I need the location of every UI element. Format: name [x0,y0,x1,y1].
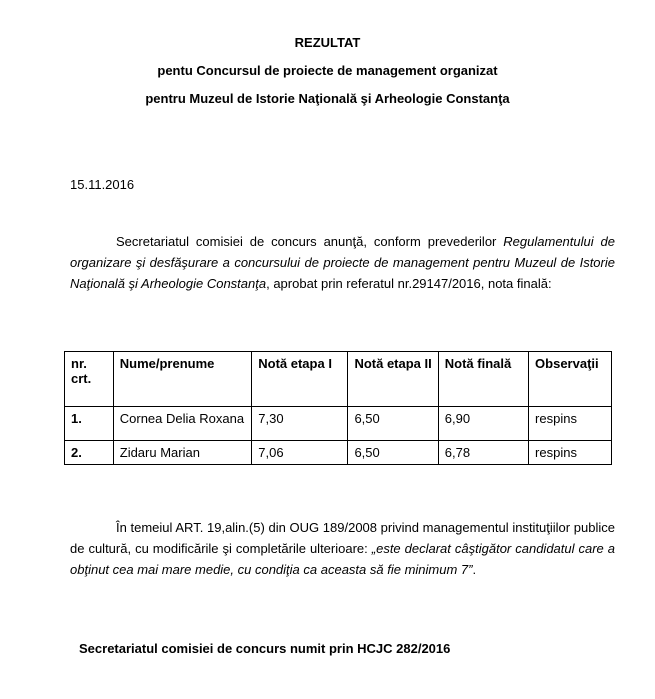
intro-text-start: Secretariatul comisiei de concurs anunţă, conform prevederilor [116,234,504,249]
document-subtitle-line1: pentu Concursul de proiecte de management organizat [157,63,498,78]
cell-stage1: 7,30 [252,407,348,441]
header-stage2: Notă etapa II [348,352,438,407]
table-row [65,441,612,465]
intro-regulation-name: Regulamentului de organizare şi desfăşurare a concursului de proiecte de management pentru Muzeul de Istorie Naţională şi Arheologie Constanţa [70,234,616,291]
legal-text-end: . [472,562,477,577]
cell-nr: 2. [65,441,114,465]
legal-basis-paragraph [70,517,615,580]
cell-nr: 1. [65,407,114,441]
cell-observation: respins [529,407,612,441]
legal-quote: „este declarat câştigător candidatul care a obţinut cea mai mare medie, cu condiţia ca aceasta să fie minimum 7” [70,541,615,577]
header-final: Notă finală [438,352,528,407]
signature-line: Secretariatul comisiei de concurs numit prin HCJC 282/2016 [79,641,451,656]
header-observations: Observaţii [529,352,612,407]
cell-observation: respins [529,441,612,465]
document-subtitle-line2: pentru Muzeul de Istorie Naţională şi Arheologie Constanţa [145,91,510,106]
cell-name: Zidaru Marian [113,441,252,465]
cell-stage1: 7,06 [252,441,348,465]
cell-final: 6,90 [438,407,528,441]
cell-final: 6,78 [438,441,528,465]
header-name: Nume/prenume [113,352,252,407]
header-nr-crt: nr. crt. [65,352,114,407]
results-table [64,351,612,465]
document-title: REZULTAT [294,35,361,50]
document-date: 15.11.2016 [70,177,135,192]
cell-stage2: 6,50 [348,407,438,441]
cell-name: Cornea Delia Roxana [113,407,252,441]
table-row [65,407,612,441]
cell-stage2: 6,50 [348,441,438,465]
legal-text-start: În temeiul ART. 19,alin.(5) din OUG 189/2008 privind managementul instituţiilor publice de cultură, cu modificările şi completările ulterioare: [70,520,615,556]
intro-text-end: , aprobat prin referatul nr.29147/2016, nota finală: [266,276,552,291]
table-header-row [65,352,612,407]
header-stage1: Notă etapa I [252,352,348,407]
intro-paragraph [70,231,615,294]
